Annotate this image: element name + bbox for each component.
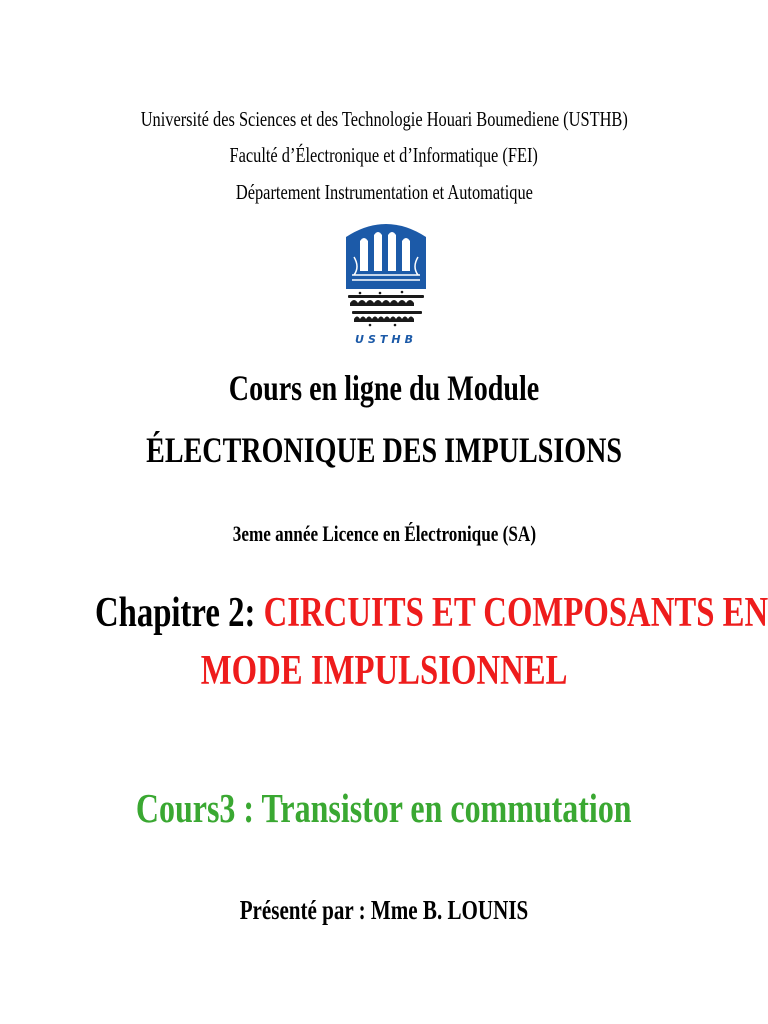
lesson-title-text: Cours3 : Transistor en commutation (136, 785, 632, 831)
svg-text:USTHB: USTHB (355, 333, 417, 346)
module-name (0, 430, 768, 470)
faculty-name-text: Faculté d’Électronique et d’Informatique (FEI) (229, 143, 539, 167)
faculty-name (0, 142, 768, 168)
lesson-title (0, 783, 768, 833)
department-name-text: Département Instrumentation et Automatique (235, 180, 533, 204)
course-label (0, 368, 768, 408)
course-label-text: Cours en ligne du Module (228, 368, 540, 408)
module-name-text: ÉLECTRONIQUE DES IMPULSIONS (146, 430, 622, 470)
course-level (0, 520, 768, 548)
department-name (0, 179, 768, 205)
university-name (0, 106, 768, 132)
chapter-title-part1: CIRCUITS ET COMPOSANTS EN (263, 590, 768, 636)
presenter-text: Présenté par : Mme B. LOUNIS (239, 895, 529, 925)
chapter-title-part2: MODE IMPULSIONNEL (200, 648, 568, 694)
chapter-title-line1 (0, 588, 768, 638)
chapter-prefix: Chapitre 2: (94, 590, 264, 636)
usthb-logo-icon (340, 217, 432, 349)
university-name-text: Université des Sciences et des Technologie Houari Boumediene (USTHB) (140, 107, 628, 131)
course-level-text: 3eme année Licence en Électronique (SA) (232, 521, 536, 546)
chapter-title-line2 (0, 646, 768, 696)
presenter (0, 893, 768, 927)
